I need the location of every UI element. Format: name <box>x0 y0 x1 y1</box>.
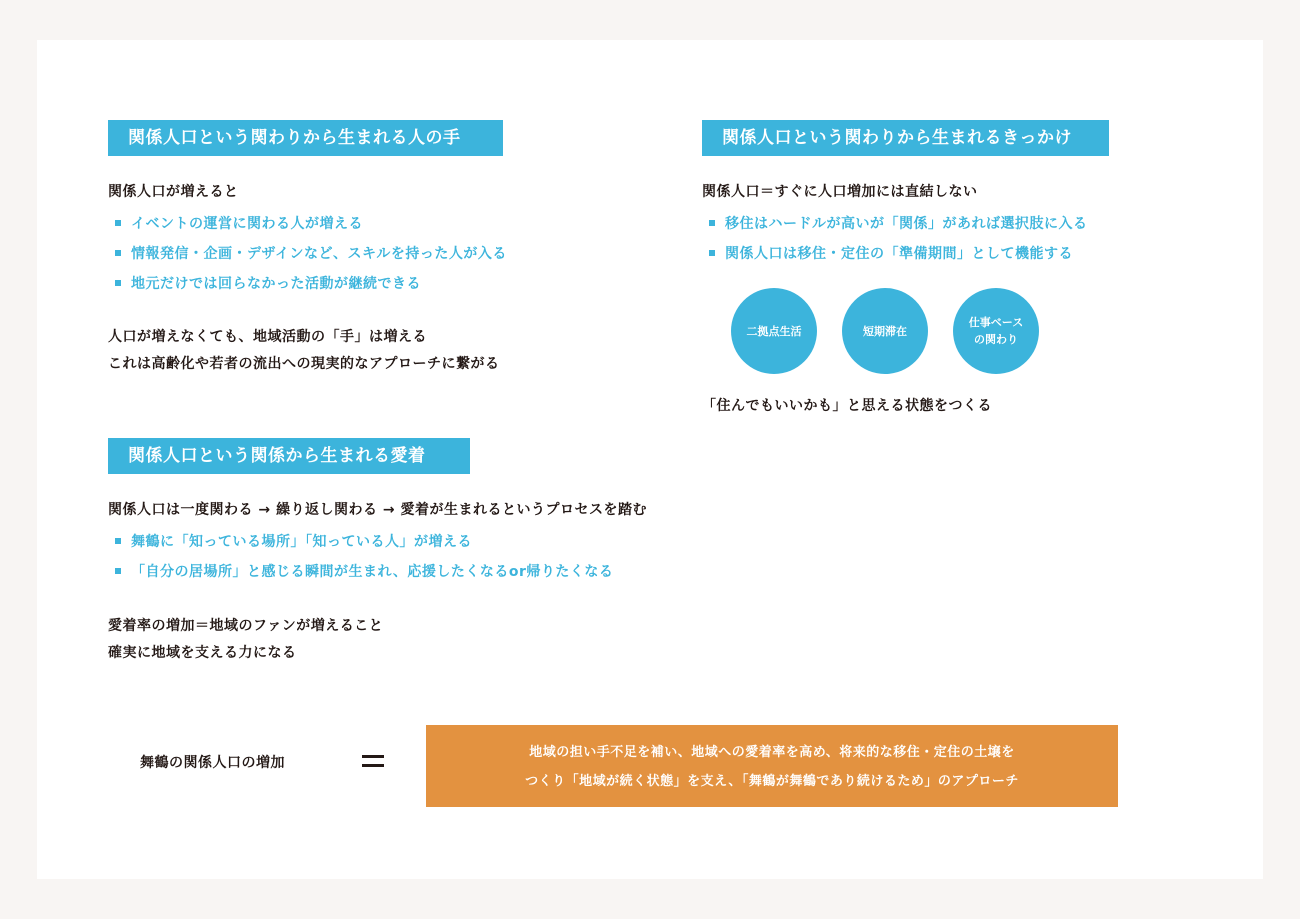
list-item: 関係人口は移住・定住の「準備期間」として機能する <box>706 239 1088 269</box>
circle-short-stay: 短期滞在 <box>842 288 928 374</box>
section2-bullet-list <box>706 209 1088 269</box>
bullet-square-icon <box>115 538 121 544</box>
list-item: 移住はハードルが高いが「関係」があれば選択肢に入る <box>706 209 1088 239</box>
bullet-square-icon <box>115 280 121 286</box>
section1-bullet-list <box>112 209 507 299</box>
bullet-square-icon <box>115 250 121 256</box>
bullet-square-icon <box>709 220 715 226</box>
section2-lead: 関係人口＝すぐに人口増加には直結しない <box>702 184 978 200</box>
section1-lead: 関係人口が増えると <box>108 184 239 200</box>
list-item: 「自分の居場所」と感じる瞬間が生まれ、応援したくなるor帰りたくなる <box>112 557 613 587</box>
list-item: イベントの運営に関わる人が増える <box>112 209 507 239</box>
summary-box: 地域の担い手不足を補い、地域への愛着率を高め、将来的な移住・定住の土壌を つくり「地域が続く状態」を支え、「舞鶴が舞鶴であり続けるため」のアプローチ <box>426 725 1118 807</box>
bullet-square-icon <box>709 250 715 256</box>
list-item: 地元だけでは回らなかった活動が継続できる <box>112 269 507 299</box>
equals-icon <box>362 755 384 773</box>
section2-title: 関係人口という関わりから生まれるきっかけ <box>702 120 1109 156</box>
section3-bullet-list <box>112 527 613 587</box>
section3-conclusion: 愛着率の増加＝地域のファンが増えること 確実に地域を支える力になる <box>108 618 384 661</box>
summary-label: 舞鶴の関係人口の増加 <box>140 755 285 771</box>
circle-dual-base-living: 二拠点生活 <box>731 288 817 374</box>
section3-lead: 関係人口は一度関わる → 繰り返し関わる → 愛着が生まれるというプロセスを踏む <box>108 502 647 518</box>
section1-conclusion: 人口が増えなくても、地域活動の「手」は増える これは高齢化や若者の流出への現実的なアプローチに繋がる <box>108 329 500 372</box>
circle-work-based: 仕事ベース の関わり <box>953 288 1039 374</box>
bullet-square-icon <box>115 568 121 574</box>
section1-title: 関係人口という関わりから生まれる人の手 <box>108 120 503 156</box>
list-item: 舞鶴に「知っている場所」「知っている人」が増える <box>112 527 613 557</box>
list-item: 情報発信・企画・デザインなど、スキルを持った人が入る <box>112 239 507 269</box>
bullet-square-icon <box>115 220 121 226</box>
section2-conclusion: 「住んでもいいかも」と思える状態をつくる <box>702 398 992 414</box>
section3-title: 関係人口という関係から生まれる愛着 <box>108 438 470 474</box>
